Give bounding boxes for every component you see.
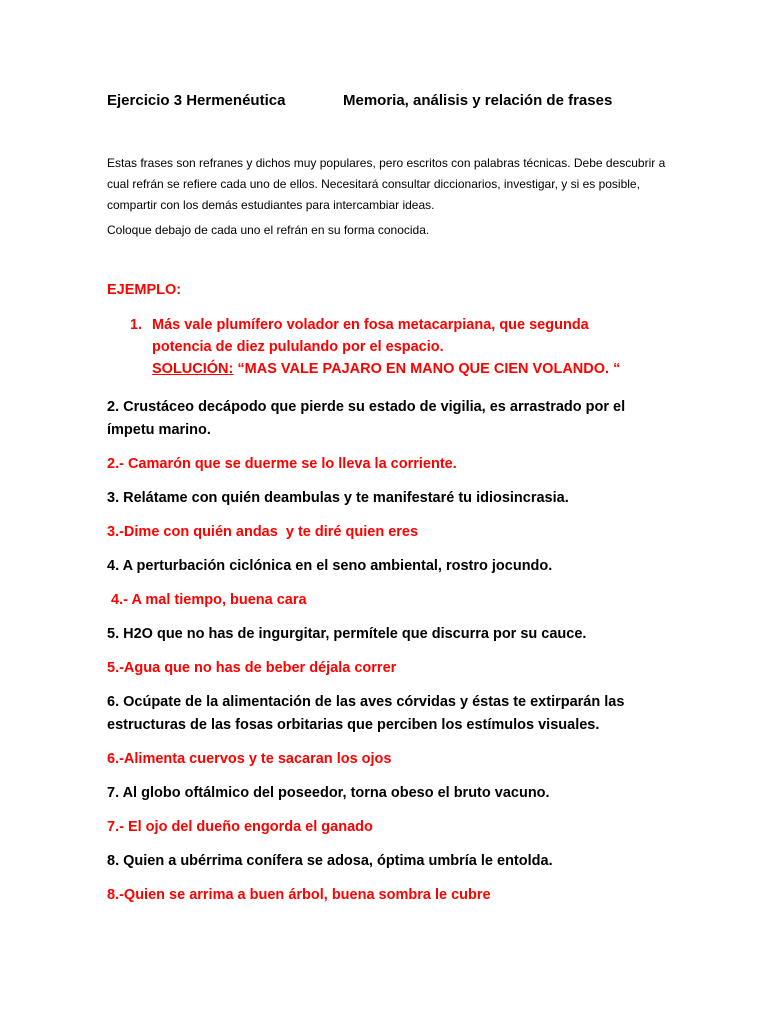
answer-2: 2.- Camarón que se duerme se lo lleva la corriente.	[107, 456, 457, 472]
answer-4: 4.- A mal tiempo, buena cara	[107, 592, 307, 608]
intro-text: Estas frases son refranes y dichos muy populares, pero escritos con palabras técnicas. Debe descubrir a cual refrán se refiere cada uno de ellos. Necesitará consultar diccionarios, investigar, y si es posible, compartir con los demás estudiantes para intercambiar ideas.	[107, 156, 666, 212]
instruction-text: Coloque debajo de cada uno el refrán en su forma conocida.	[107, 223, 430, 237]
answer-3: 3.-Dime con quién andas y te diré quien eres	[107, 524, 419, 540]
example-item	[130, 314, 650, 380]
question-8: 8. Quien a ubérrima conífera se adosa, óptima umbría le entolda.	[107, 853, 553, 869]
example-solution	[152, 358, 650, 380]
instruction-paragraph	[107, 220, 667, 241]
answer-5: 5.-Agua que no has de beber déjala correr	[107, 660, 397, 676]
answer-8: 8.-Quien se arrima a buen árbol, buena sombra le cubre	[107, 887, 491, 903]
answer-7: 7.- El ojo del dueño engorda el ganado	[107, 819, 373, 835]
exercise-title: Ejercicio 3 Hermenéutica	[107, 92, 286, 109]
question-2: 2. Crustáceo decápodo que pierde su estado de vigilia, es arrastrado por el ímpetu marino.	[107, 399, 626, 438]
question-7: 7. Al globo oftálmico del poseedor, torna obeso el bruto vacuno.	[107, 785, 550, 801]
example-phrase: Más vale plumífero volador en fosa metacarpiana, que segunda potencia de diez pululando por el espacio.	[152, 317, 589, 355]
question-3: 3. Relátame con quién deambulas y te manifestaré tu idiosincrasia.	[107, 490, 569, 506]
example-label: EJEMPLO:	[107, 282, 182, 298]
question-5: 5. H2O que no has de ingurgitar, permítele que discurra por su cauce.	[107, 626, 587, 642]
solution-label: SOLUCIÓN:	[152, 361, 234, 377]
intro-paragraph	[107, 153, 667, 216]
proverb-list	[107, 396, 667, 918]
question-6: 6. Ocúpate de la alimentación de las aves córvidas y éstas te extirparán las estructuras de las fosas orbitarias que perciben los estímulos visuales.	[107, 694, 625, 733]
exercise-subtitle: Memoria, análisis y relación de frases	[343, 92, 613, 109]
solution-text: “MAS VALE PAJARO EN MANO QUE CIEN VOLANDO. “	[233, 361, 621, 377]
question-4: 4. A perturbación ciclónica en el seno ambiental, rostro jocundo.	[107, 558, 553, 574]
example-number: 1.	[130, 317, 143, 333]
answer-6: 6.-Alimenta cuervos y te sacaran los ojos	[107, 751, 392, 767]
